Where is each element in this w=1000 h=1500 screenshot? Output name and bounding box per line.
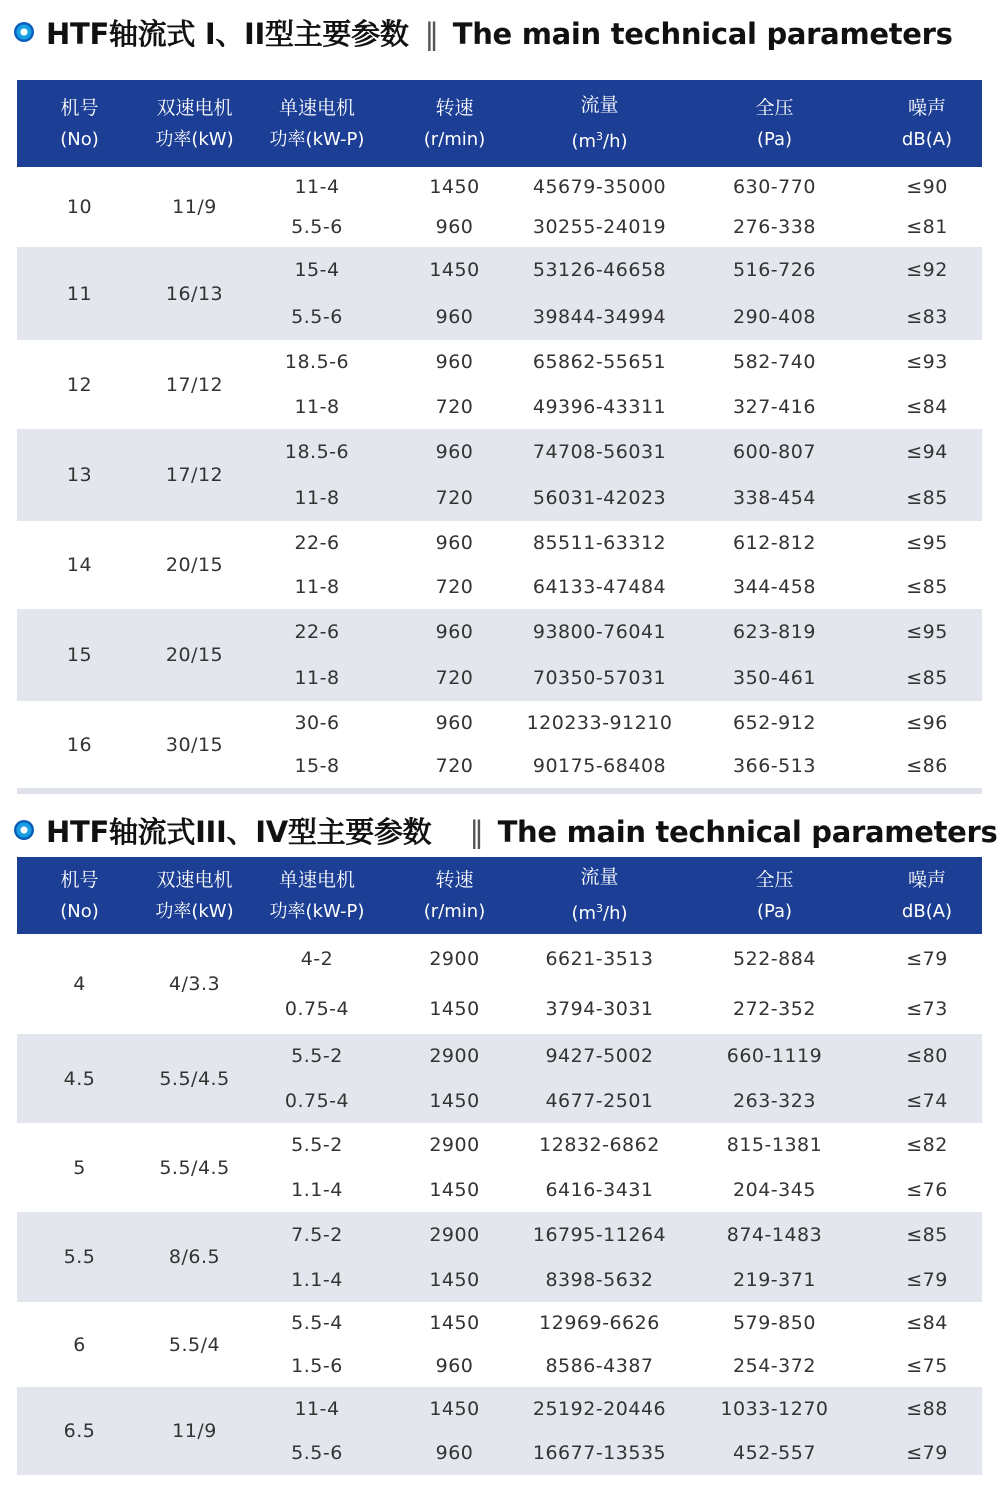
machine-number-cell: 10 [66, 196, 93, 218]
noise-cell: ≤84 [906, 1312, 948, 1335]
speed-cell: 960 [435, 216, 474, 238]
flow-cell: 39844-34994 [532, 305, 667, 328]
section-2-title-cn: HTF轴流式III、IV型主要参数 [46, 814, 432, 849]
column-header [142, 80, 247, 167]
dual-speed-power-cell: 4/3.3 [168, 973, 221, 995]
speed-cell: 960 [435, 305, 474, 328]
flow-cell: 74708-56031 [532, 441, 667, 463]
speed-cell: 960 [435, 1442, 474, 1464]
pressure-cell: 254-372 [733, 1354, 816, 1377]
parameters-table-2 [17, 857, 982, 1475]
noise-cell: ≤85 [906, 667, 948, 689]
speed-cell: 720 [435, 576, 474, 598]
speed-cell: 720 [435, 667, 474, 689]
column-header [522, 80, 677, 167]
single-speed-power-cell: 5.5-2 [291, 1134, 343, 1157]
column-header-title: 机号 [60, 868, 99, 891]
single-speed-power-cell: 4-2 [300, 948, 334, 970]
speed-cell: 960 [435, 621, 474, 643]
speed-cell: 960 [435, 711, 474, 734]
column-header-unit: $(m^3/h)$ [571, 902, 628, 924]
table-row-group [17, 1212, 982, 1302]
table-row-group [17, 429, 982, 521]
column-header-title: 转速 [435, 868, 474, 891]
single-speed-power-cell: 1.1-4 [291, 1178, 343, 1201]
column-header [142, 857, 247, 934]
table-row-group [17, 609, 982, 701]
column-header-unit: 功率(kW-P) [269, 900, 365, 922]
machine-number-cell: 11 [66, 282, 93, 305]
section-1-title-separator: ‖ [424, 16, 439, 51]
single-speed-power-cell: 15-4 [294, 259, 340, 282]
noise-cell: ≤85 [906, 576, 948, 598]
single-speed-power-cell: 15-8 [294, 755, 340, 778]
table-row-group [17, 701, 982, 788]
flow-cell: 93800-76041 [532, 621, 667, 643]
flow-cell: 70350-57031 [532, 667, 667, 689]
column-header-title: 噪声 [907, 96, 946, 119]
machine-number-cell: 16 [66, 733, 93, 756]
single-speed-power-cell: 0.75-4 [284, 998, 350, 1020]
column-header-title: 机号 [60, 96, 99, 119]
dual-speed-power-cell: 16/13 [165, 282, 224, 305]
table-row [17, 934, 982, 984]
noise-cell: ≤75 [906, 1354, 948, 1377]
section-divider [17, 788, 982, 794]
noise-cell: ≤83 [906, 305, 948, 328]
pressure-cell: 612-812 [733, 532, 816, 554]
table-1-header [17, 80, 982, 167]
single-speed-power-cell: 5.5-2 [291, 1045, 343, 1068]
section-2-title-en: The main technical parameters [497, 814, 998, 849]
table-row [17, 429, 982, 475]
flow-cell: 8586-4387 [545, 1354, 654, 1377]
speed-cell: 1450 [429, 1312, 480, 1335]
pressure-cell: 219-371 [733, 1268, 816, 1291]
pressure-cell: 623-819 [733, 621, 816, 643]
speed-cell: 960 [435, 441, 474, 463]
column-header [677, 857, 872, 934]
dual-speed-power-cell: 8/6.5 [168, 1246, 221, 1268]
flow-cell: 65862-55651 [532, 351, 667, 374]
machine-number-cell: 5.5 [63, 1246, 96, 1268]
table-row [17, 1123, 982, 1168]
pressure-cell: 815-1381 [726, 1134, 823, 1157]
noise-cell: ≤79 [906, 948, 948, 970]
column-header-unit: (r/min) [423, 128, 486, 150]
machine-number-cell: 12 [66, 373, 93, 396]
noise-cell: ≤95 [906, 621, 948, 643]
noise-cell: ≤79 [906, 1442, 948, 1464]
flow-cell: 64133-47484 [532, 576, 667, 598]
pressure-cell: 582-740 [733, 351, 816, 374]
table-row-group [17, 1123, 982, 1212]
table-row [17, 1034, 982, 1079]
column-header-title: 流量 [580, 866, 619, 888]
pressure-cell: 1033-1270 [720, 1398, 829, 1420]
flow-cell: 6621-3513 [545, 948, 654, 970]
machine-number-cell: 4.5 [63, 1067, 96, 1090]
column-header-title: 流量 [580, 94, 619, 116]
column-header-unit: 功率(kW) [155, 900, 234, 922]
pressure-cell: 600-807 [733, 441, 816, 463]
single-speed-power-cell: 0.75-4 [284, 1089, 350, 1112]
speed-cell: 1450 [429, 1178, 480, 1201]
column-header [17, 857, 142, 934]
flow-cell: 45679-35000 [532, 176, 667, 198]
column-header-unit: (Pa) [756, 900, 793, 922]
pressure-cell: 522-884 [733, 948, 816, 970]
bullet-circle-icon [14, 22, 34, 42]
noise-cell: ≤79 [906, 1268, 948, 1291]
table-row-group [17, 521, 982, 609]
flow-cell: 12832-6862 [539, 1134, 660, 1157]
single-speed-power-cell: 1.5-6 [291, 1354, 343, 1377]
column-header-title: 转速 [435, 96, 474, 119]
pressure-cell: 350-461 [733, 667, 816, 689]
pressure-cell: 630-770 [733, 176, 816, 198]
noise-cell: ≤76 [906, 1178, 948, 1201]
noise-cell: ≤82 [906, 1134, 948, 1157]
column-header [17, 80, 142, 167]
table-2-header [17, 857, 982, 934]
noise-cell: ≤80 [906, 1045, 948, 1068]
noise-cell: ≤88 [906, 1398, 948, 1420]
column-header [247, 80, 387, 167]
table-row [17, 1302, 982, 1345]
noise-cell: ≤85 [906, 1223, 948, 1246]
dual-speed-power-cell: 5.5/4.5 [159, 1067, 230, 1090]
machine-number-cell: 6.5 [63, 1420, 96, 1442]
flow-cell: 85511-63312 [532, 532, 667, 554]
single-speed-power-cell: 5.5-6 [291, 305, 343, 328]
speed-cell: 1450 [429, 259, 480, 282]
machine-number-cell: 14 [66, 554, 93, 576]
speed-cell: 960 [435, 532, 474, 554]
single-speed-power-cell: 30-6 [294, 711, 340, 734]
flow-cell: 12969-6626 [539, 1312, 660, 1335]
flow-cell: 49396-43311 [532, 395, 667, 418]
pressure-cell: 276-338 [733, 216, 816, 238]
noise-cell: ≤85 [906, 487, 948, 509]
machine-number-cell: 5 [73, 1156, 86, 1179]
column-header-unit: dB(A) [901, 900, 953, 922]
column-header-unit: 功率(kW-P) [269, 128, 365, 150]
noise-cell: ≤92 [906, 259, 948, 282]
table-row-group [17, 247, 982, 340]
machine-number-cell: 6 [73, 1333, 86, 1356]
dual-speed-power-cell: 5.5/4.5 [159, 1156, 230, 1179]
column-header-title: 全压 [755, 96, 794, 119]
noise-cell: ≤81 [906, 216, 948, 238]
dual-speed-power-cell: 20/15 [165, 644, 224, 666]
table-row-group [17, 934, 982, 1034]
table-row-group [17, 1034, 982, 1123]
speed-cell: 2900 [429, 1223, 480, 1246]
single-speed-power-cell: 22-6 [294, 621, 340, 643]
pressure-cell: 263-323 [733, 1089, 816, 1112]
bullet-circle-icon [14, 820, 34, 840]
table-row [17, 247, 982, 294]
dual-speed-power-cell: 17/12 [165, 373, 224, 396]
column-header [872, 857, 982, 934]
single-speed-power-cell: 11-4 [294, 1398, 340, 1420]
pressure-cell: 338-454 [733, 487, 816, 509]
speed-cell: 2900 [429, 1045, 480, 1068]
column-header-title: 噪声 [907, 868, 946, 891]
section-2-title [14, 810, 997, 850]
single-speed-power-cell: 7.5-2 [291, 1223, 343, 1246]
speed-cell: 720 [435, 395, 474, 418]
speed-cell: 720 [435, 755, 474, 778]
pressure-cell: 204-345 [733, 1178, 816, 1201]
noise-cell: ≤94 [906, 441, 948, 463]
table-row-group [17, 340, 982, 429]
pressure-cell: 272-352 [733, 998, 816, 1020]
pressure-cell: 290-408 [733, 305, 816, 328]
column-header-title: 双速电机 [156, 96, 233, 119]
pressure-cell: 344-458 [733, 576, 816, 598]
pressure-cell: 579-850 [733, 1312, 816, 1335]
noise-cell: ≤95 [906, 532, 948, 554]
section-2-title-separator: ‖ [469, 814, 484, 849]
speed-cell: 2900 [429, 948, 480, 970]
column-header-title: 单速电机 [278, 96, 355, 119]
section-1-title [14, 12, 953, 52]
noise-cell: ≤90 [906, 176, 948, 198]
table-row-group [17, 167, 982, 247]
flow-cell: 9427-5002 [545, 1045, 654, 1068]
single-speed-power-cell: 5.5-6 [291, 216, 343, 238]
single-speed-power-cell: 5.5-4 [291, 1312, 343, 1335]
column-header-unit: (No) [60, 128, 99, 150]
pressure-cell: 516-726 [733, 259, 816, 282]
machine-number-cell: 4 [73, 973, 86, 995]
pressure-cell: 452-557 [733, 1442, 816, 1464]
noise-cell: ≤84 [906, 395, 948, 418]
table-row-group [17, 1302, 982, 1387]
table-row-group [17, 1387, 982, 1475]
pressure-cell: 652-912 [733, 711, 816, 734]
noise-cell: ≤86 [906, 755, 948, 778]
single-speed-power-cell: 18.5-6 [284, 351, 350, 374]
single-speed-power-cell: 11-4 [294, 176, 340, 198]
noise-cell: ≤96 [906, 711, 948, 734]
column-header [677, 80, 872, 167]
single-speed-power-cell: 1.1-4 [291, 1268, 343, 1291]
single-speed-power-cell: 18.5-6 [284, 441, 350, 463]
pressure-cell: 660-1119 [726, 1045, 823, 1068]
dual-speed-power-cell: 5.5/4 [168, 1333, 221, 1356]
column-header [522, 857, 677, 934]
column-header [387, 857, 522, 934]
speed-cell: 1450 [429, 176, 480, 198]
table-row [17, 1387, 982, 1431]
flow-cell: 3794-3031 [545, 998, 654, 1020]
pressure-cell: 874-1483 [726, 1223, 823, 1246]
flow-cell: 30255-24019 [532, 216, 667, 238]
flow-cell: 4677-2501 [545, 1089, 654, 1112]
flow-cell: 8398-5632 [545, 1268, 654, 1291]
table-row [17, 1212, 982, 1257]
dual-speed-power-cell: 20/15 [165, 554, 224, 576]
speed-cell: 2900 [429, 1134, 480, 1157]
machine-number-cell: 13 [66, 464, 93, 486]
single-speed-power-cell: 11-8 [294, 487, 340, 509]
single-speed-power-cell: 11-8 [294, 576, 340, 598]
speed-cell: 960 [435, 351, 474, 374]
column-header-title: 双速电机 [156, 868, 233, 891]
speed-cell: 1450 [429, 1268, 480, 1291]
dual-speed-power-cell: 30/15 [165, 733, 224, 756]
column-header-unit: 功率(kW) [155, 128, 234, 150]
table-row [17, 609, 982, 655]
column-header [872, 80, 982, 167]
pressure-cell: 366-513 [733, 755, 816, 778]
flow-cell: 90175-68408 [532, 755, 667, 778]
flow-cell: 53126-46658 [532, 259, 667, 282]
column-header-unit: (No) [60, 900, 99, 922]
speed-cell: 1450 [429, 1398, 480, 1420]
column-header-unit: (Pa) [756, 128, 793, 150]
table-row [17, 521, 982, 565]
table-row [17, 167, 982, 207]
column-header-unit: (r/min) [423, 900, 486, 922]
flow-cell: 56031-42023 [532, 487, 667, 509]
column-header-unit: $(m^3/h)$ [571, 130, 628, 152]
flow-cell: 25192-20446 [532, 1398, 667, 1420]
flow-cell: 120233-91210 [526, 711, 673, 734]
column-header-title: 单速电机 [278, 868, 355, 891]
dual-speed-power-cell: 11/9 [172, 196, 217, 218]
single-speed-power-cell: 11-8 [294, 395, 340, 418]
flow-cell: 6416-3431 [545, 1178, 654, 1201]
section-1-title-en: The main technical parameters [452, 16, 953, 51]
single-speed-power-cell: 11-8 [294, 667, 340, 689]
pressure-cell: 327-416 [733, 395, 816, 418]
speed-cell: 720 [435, 487, 474, 509]
single-speed-power-cell: 22-6 [294, 532, 340, 554]
table-row [17, 340, 982, 385]
dual-speed-power-cell: 11/9 [172, 1420, 217, 1442]
column-header [387, 80, 522, 167]
machine-number-cell: 15 [66, 644, 93, 666]
speed-cell: 960 [435, 1354, 474, 1377]
speed-cell: 1450 [429, 1089, 480, 1112]
speed-cell: 1450 [429, 998, 480, 1020]
table-row [17, 701, 982, 745]
section-1-title-cn: HTF轴流式 I、II型主要参数 [46, 16, 409, 51]
noise-cell: ≤73 [906, 998, 948, 1020]
column-header [247, 857, 387, 934]
parameters-table-1 [17, 80, 982, 788]
column-header-unit: dB(A) [901, 128, 953, 150]
dual-speed-power-cell: 17/12 [165, 464, 224, 486]
single-speed-power-cell: 5.5-6 [291, 1442, 343, 1464]
flow-cell: 16795-11264 [532, 1223, 667, 1246]
flow-cell: 16677-13535 [532, 1442, 667, 1464]
noise-cell: ≤74 [906, 1089, 948, 1112]
noise-cell: ≤93 [906, 351, 948, 374]
column-header-title: 全压 [755, 868, 794, 891]
